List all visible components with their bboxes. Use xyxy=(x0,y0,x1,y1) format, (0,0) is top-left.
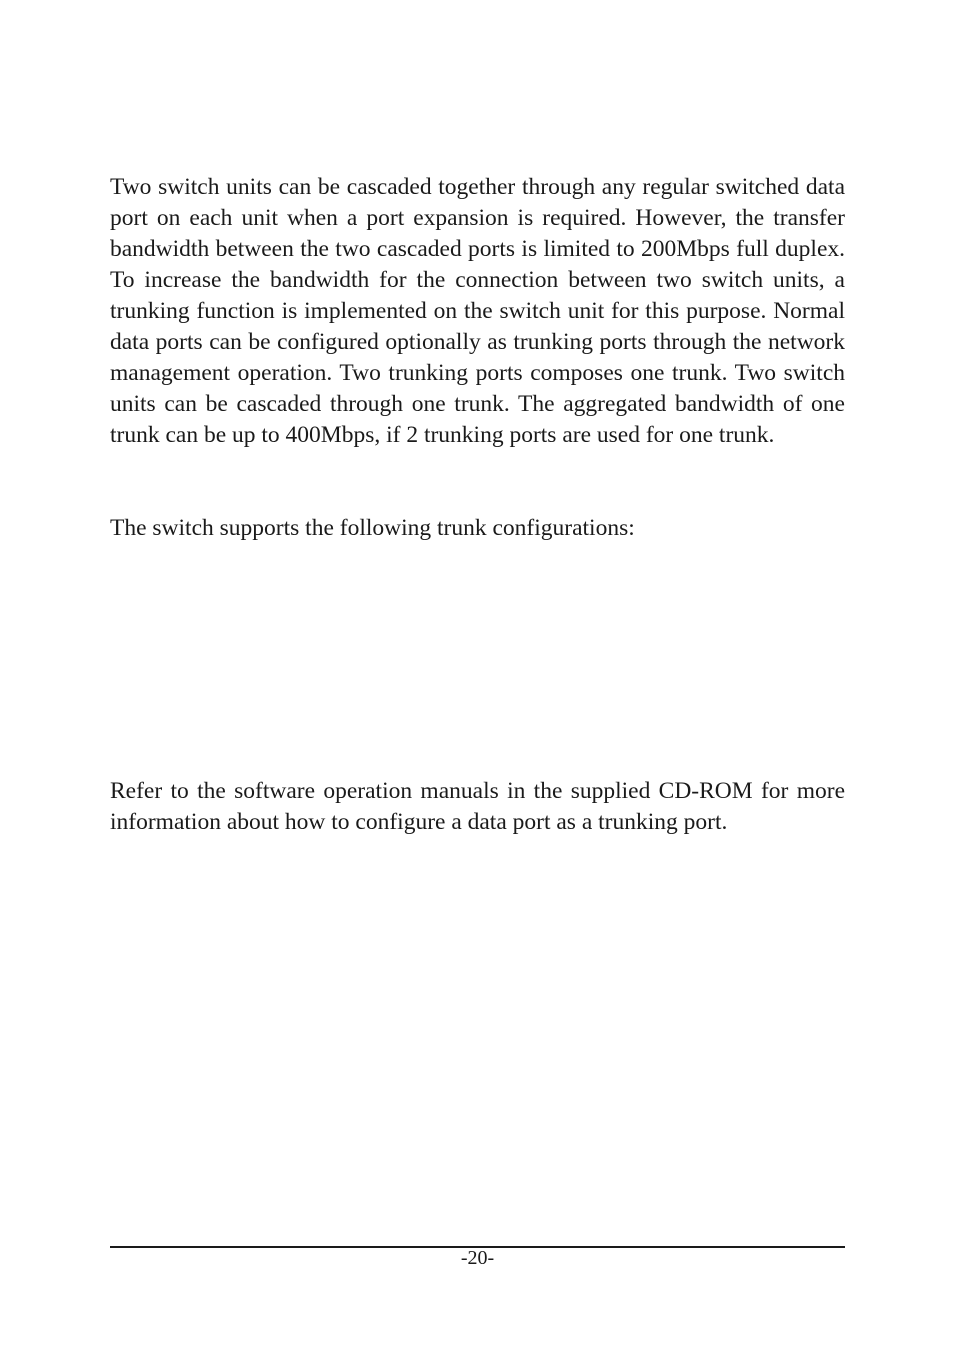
refer-paragraph: Refer to the software operation manuals in the supplied CD-ROM for more information about how to configure a data port as a trunking port. xyxy=(110,778,845,835)
page-number: -20- xyxy=(460,1247,495,1269)
trunk-configurations-paragraph: The switch supports the following trunk configurations: xyxy=(110,515,635,541)
intro-paragraph: Two switch units can be cascaded together through any regular switched data port on each unit when a port expansion is required. However, the transfer bandwidth between the two cascaded ports is limited to 200Mbps full duplex. To increase the bandwidth for the connection between two switch units, a trunking function is implemented on the switch unit for this purpose. Normal data ports can be configured optionally as trunking ports through the network management operation. Two trunking ports composes one trunk. Two switch units can be cascaded through one trunk. The aggregated bandwidth of one trunk can be up to 400Mbps, if 2 trunking ports are used for one trunk. xyxy=(110,174,845,448)
